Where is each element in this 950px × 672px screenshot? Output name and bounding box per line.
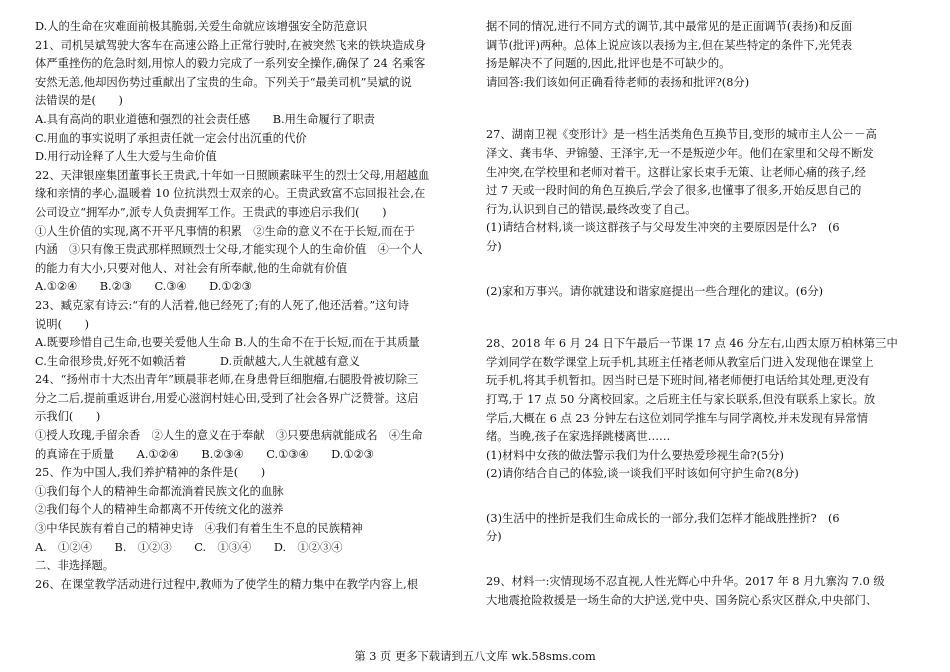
question-26-line: 26、在课堂教学活动进行过程中,教师为了使学生的精力集中在教学内容上,根 xyxy=(35,577,419,591)
right-column xyxy=(486,18,916,610)
statement-line: ②我们每个人的精神生命都离不开传统文化的滋养 xyxy=(35,503,284,517)
statement-line: ①我们每个人的精神生命都流淌着民族文化的血脉 xyxy=(35,484,284,498)
statement-line: ①授人玫瑰,手留余香 ②人生的意义在于奉献 ③只要患病就能成名 ④生命 xyxy=(35,429,423,443)
question-21-line: 21、司机吴斌驾驶大客车在高速公路上正常行驶时,在被突然飞来的铁块造成身 xyxy=(35,38,426,52)
answer-space xyxy=(486,484,916,510)
answer-space xyxy=(486,257,916,283)
question-26-line: 扬是解决不了问题的,因此,批评也是不可缺少的。 xyxy=(486,57,731,71)
question-27-line: 行为,认识到自己的错误,最终改变了自己。 xyxy=(486,202,697,216)
option-line: C.用血的事实说明了承担责任就一定会付出沉重的代价 xyxy=(35,131,307,145)
option-line: A.①②④ B.②③ C.③④ D.①②③ xyxy=(35,280,252,294)
option-line: A.既要珍惜自己生命,也要关爱他人生命 B.人的生命不在于长短,而在于其质量 xyxy=(35,336,420,350)
question-29-line: 大地震抢险救援是一场生命的大护送,党中央、国务院心系灾区群众,中央部门、 xyxy=(486,593,878,607)
statement-line: 内涵 ③只有像王贵武那样照顾烈士父母,才能实现个人的生命价值 ④一个人 xyxy=(35,243,423,257)
answer-space xyxy=(486,92,916,126)
question-24-line: 示我们( ) xyxy=(35,410,101,424)
question-27-line: 27、湖南卫视《变形计》是一档生活类角色互换节目,变形的城市主人公－－高 xyxy=(486,128,877,142)
question-27-line: 泽文、龚韦华、尹锦鎣、王泽宇,无一不是叛逆少年。他们在家里和父母不断发 xyxy=(486,146,874,160)
question-28-sub-3: (3)生活中的挫折是我们生命成长的一部分,我们怎样才能战胜挫折? (6 xyxy=(486,511,840,525)
page-footer: 第 3 页 更多下载请到五八文库 wk.58sms.com xyxy=(354,650,596,663)
question-27-sub-1: (1)请结合材料,谈一谈这群孩子与父母发生冲突的主要原因是什么? (6 xyxy=(486,221,840,235)
question-29-line: 29、材料一:灾情现场不忍直视,人性光辉心中升华。2017 年 8 月九寨沟 7.0 级 xyxy=(486,575,885,589)
statement-line: ③中华民族有着自己的精神史诗 ④我们有着生生不息的民族精神 xyxy=(35,522,363,536)
question-28-line: 玩手机,将其手机暂扣。因当时已是下班时间,褚老师便打电话给其处理,更没有 xyxy=(486,374,870,388)
question-23-line: 说明( ) xyxy=(35,317,90,331)
section-heading: 二、非选择题。 xyxy=(35,559,115,573)
question-27-sub-2: (2)家和万事兴。请你就建设和谐家庭提出一些合理化的建议。(6分) xyxy=(486,284,824,298)
question-22-line: 22、天津银座集团董事长王贵武,十年如一日照顾素昧平生的烈士父母,用超越血 xyxy=(35,168,430,182)
question-21-line: 体严重挫伤的危急时刻,用惊人的毅力完成了一系列安全操作,确保了 24 名乘客 xyxy=(35,57,426,71)
answer-space xyxy=(486,547,916,573)
question-28-line: 绪。当晚,孩子在家选择跳楼离世…… xyxy=(486,430,671,444)
statement-line: 的能力有大小,只要对他人、对社会有所奉献,他的生命就有价值 xyxy=(35,261,348,275)
question-27-sub-1: 分) xyxy=(486,239,502,253)
question-28-line: 28、2018 年 6 月 24 日下午最后一节课 17 点 46 分左右,山西太原万柏林第三中 xyxy=(486,337,898,351)
question-28-line: 学后,大概在 6 点 23 分钟左右这位刘同学推车与同学离校,并未发现有异常情 xyxy=(486,411,869,425)
option-line: A. ①②④ B. ①②③ C. ①③④ D. ①②③④ xyxy=(35,540,343,554)
question-28-sub-3: 分) xyxy=(486,530,502,544)
question-24-line: 分之二后,提前重返讲台,用爱心滋润村娃心田,受到了社会各界广泛赞誉。这启 xyxy=(35,391,419,405)
question-25-line: 25、作为中国人,我们养护精神的条件是( ) xyxy=(35,466,266,480)
option-line: A.具有高尚的职业道德和强烈的社会责任感 B.用生命履行了职责 xyxy=(35,112,375,126)
question-27-line: 过 7 天或一段时间的角色互换后,学会了很多,也懂事了很多,开始反思自己的 xyxy=(486,184,862,198)
answer-space xyxy=(486,301,916,335)
left-column xyxy=(35,18,477,594)
question-21-line: 法错误的是( ) xyxy=(35,94,123,108)
question-28-sub-2: (2)请你结合自己的体验,谈一谈我们平时该如何守护生命?(8分) xyxy=(486,467,799,481)
question-26-line: 调节(批评)两种。总体上说应该以表扬为主,但在某些特定的条件下,光凭表 xyxy=(486,38,853,52)
question-27-line: 生冲突,在学校里和老师对着干。这群让家长束手无策、让老师心痛的孩子,经 xyxy=(486,165,866,179)
option-line: D.用行动诠释了人生大爱与生命价值 xyxy=(35,150,217,164)
question-28-line: 学刘同学在数学课堂上玩手机,其班主任褚老师从教室后门进入发现他在课堂上 xyxy=(486,355,874,369)
option-line: 的真谛在于质量 A.①②④ B.②③④ C.①③④ D.①②③ xyxy=(35,447,374,461)
question-23-line: 23、臧克家有诗云:“有的人活着,他已经死了;有的人死了,他还活着。”这句诗 xyxy=(35,298,409,312)
question-26-line: 据不同的情况,进行不同方式的调节,其中最常见的是正面调节(表扬)和反面 xyxy=(486,20,853,33)
question-28-line: 打骂,于 17 点 50 分离校回家。之后班主任与家长联系,但没有联系上家长。放 xyxy=(486,392,876,406)
option-line: C.生命很珍贵,好死不如赖活着 D.贡献越大,人生就越有意义 xyxy=(35,354,360,368)
question-24-line: 24、“扬州市十大杰出青年”顾晨菲老师,在身患骨巨细胞瘤,右腿股骨被切除三 xyxy=(35,373,419,387)
statement-line: ①人生价值的实现,离不开平凡事情的积累 ②生命的意义不在于长短,而在于 xyxy=(35,224,415,238)
option-line: D.人的生命在灾难面前极其脆弱,关爱生命就应该增强安全防范意识 xyxy=(35,20,368,33)
question-26-prompt: 请回答:我们该如何正确看待老师的表扬和批评?(8分) xyxy=(486,75,750,89)
question-22-line: 缘和亲情的孝心,温暖着 10 位抗洪烈士双亲的心。王贵武致富不忘回报社会,在 xyxy=(35,187,426,201)
question-28-sub-1: (1)材料中女孩的做法警示我们为什么要热爱珍视生命?(5分) xyxy=(486,448,784,462)
question-22-line: 公司设立“拥军办”,派专人负责拥军工作。王贵武的事迹启示我们( ) xyxy=(35,205,387,219)
question-21-line: 安然无恙,他却因伤势过重献出了宝贵的生命。下列关于“最美司机”吴斌的说 xyxy=(35,75,412,89)
